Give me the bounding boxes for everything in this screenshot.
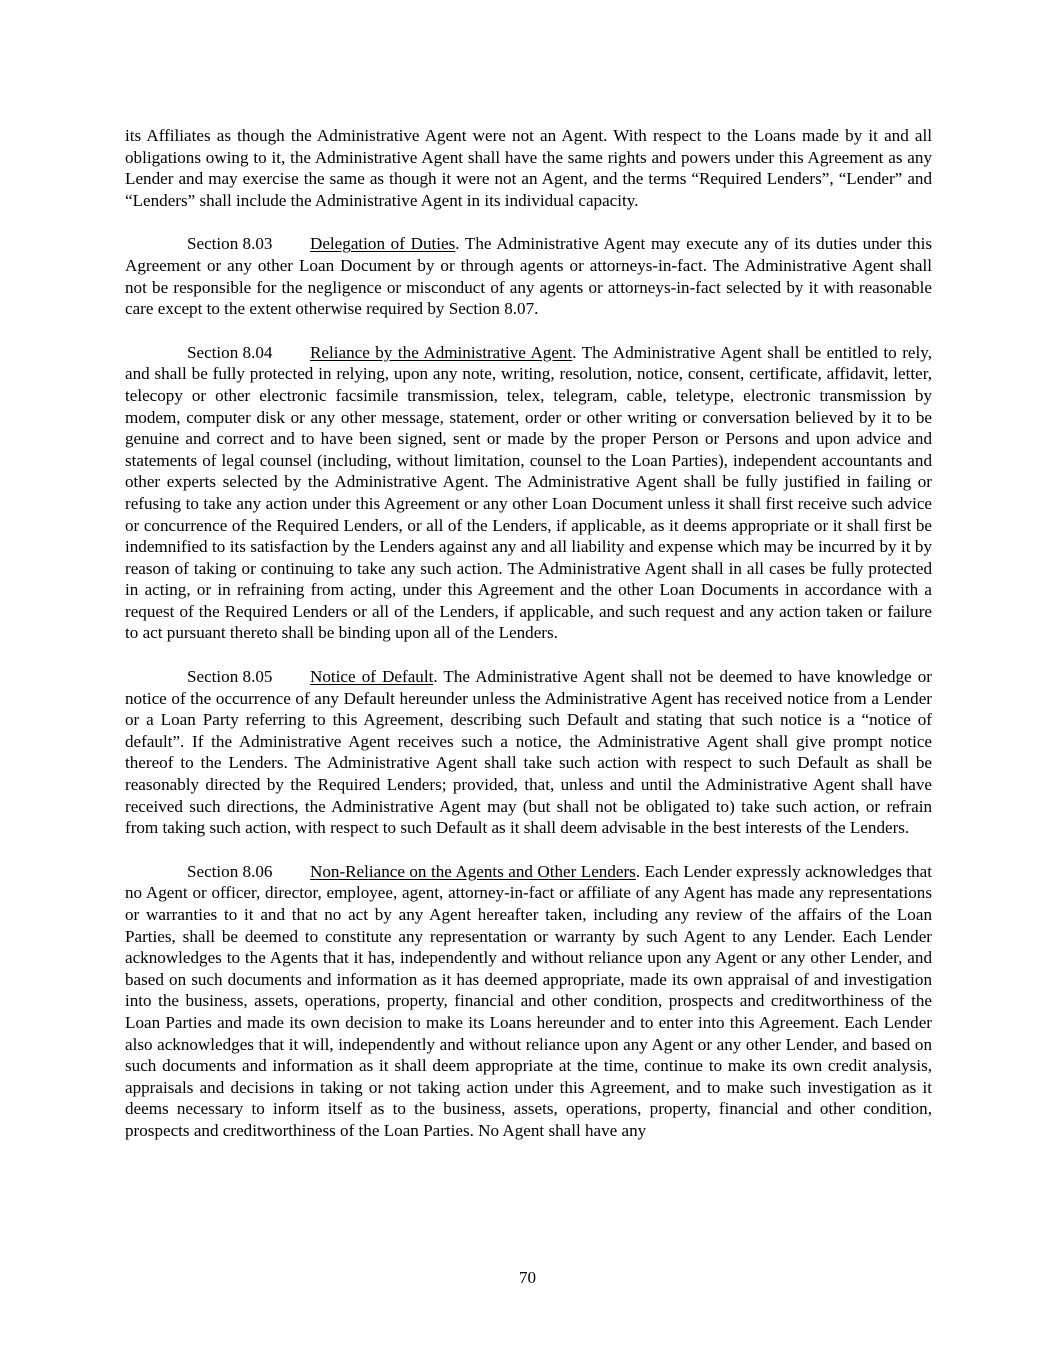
section-8-03 bbox=[125, 233, 932, 319]
page-number: 70 bbox=[518, 1268, 537, 1287]
section-title: Non-Reliance on the Agents and Other Lenders bbox=[310, 861, 636, 881]
section-number: Section 8.03 bbox=[187, 234, 273, 254]
section-body: . The Administrative Agent shall not be deemed to have knowledge or notice of the occurrence of any Default hereunder unless the Administrative Agent has received notice from a Lender or a Loan Party referring to this Agreement, describing such Default and stating that such notice is a “notice of default”. If the Administrative Agent receives such a notice, the Administrative Agent shall give prompt notice thereof to the Lenders. The Administrative Agent shall take such action with respect to such Default as shall be reasonably directed by the Required Lenders; provided, that, unless and until the Administrative Agent shall have received such directions, the Administrative Agent may (but shall not be obligated to) take such action, or refrain from taking such action, with respect to such Default as it shall deem advisable in the best interests of the Lenders. bbox=[125, 667, 932, 838]
section-body: . Each Lender expressly acknowledges that no Agent or officer, director, employee, agent, attorney-in-fact or affiliate of any Agent has made any representations or warranties to it and that no act by any Agent hereafter taken, including any review of the affairs of the Loan Parties, shall be deemed to constitute any representation or warranty by such Agent to any Lender. Each Lender acknowledges to the Agents that it has, independently and without reliance upon any Agent or any other Lender, and based on such documents and information as it has deemed appropriate, made its own appraisal of and investigation into the business, assets, operations, property, financial and other condition, prospects and creditworthiness of the Loan Parties and made its own decision to make its Loans hereunder and to enter into this Agreement. Each Lender also acknowledges that it will, independently and without reliance upon any Agent or any other Lender, and based on such documents and information as it shall deem appropriate at the time, continue to make its own credit analysis, appraisals and decisions in taking or not taking action under this Agreement, and to make such investigation as it deems necessary to inform itself as to the business, assets, operations, property, financial and other condition, prospects and creditworthiness of the Loan Parties. No Agent shall have any bbox=[125, 861, 932, 1140]
section-number: Section 8.04 bbox=[187, 342, 273, 362]
continuation-paragraph: its Affiliates as though the Administrative Agent were not an Agent. With respect to the Loans made by it and all obligations owing to it, the Administrative Agent shall have the same rights and powers under this Agreement as any Lender and may exercise the same as though it were not an Agent, and the terms “Required Lenders”, “Lender” and “Lenders” shall include the Administrative Agent in its individual capacity. bbox=[125, 126, 932, 210]
section-8-05 bbox=[125, 666, 932, 839]
section-number: Section 8.06 bbox=[187, 861, 273, 881]
section-8-06 bbox=[125, 861, 932, 1142]
document-page bbox=[125, 125, 932, 1164]
section-number: Section 8.05 bbox=[187, 667, 273, 687]
section-title: Reliance by the Administrative Agent bbox=[310, 342, 573, 362]
section-body: . The Administrative Agent shall be entitled to rely, and shall be fully protected in relying, upon any note, writing, resolution, notice, consent, certificate, affidavit, letter, telecopy or other electronic facsimile transmission, telex, telegram, cable, teletype, electronic transmission by modem, computer disk or any other message, statement, order or other writing or conversation believed by it to be genuine and correct and to have been signed, sent or made by the proper Person or Persons and upon advice and statements of legal counsel (including, without limitation, counsel to the Loan Parties), independent accountants and other experts selected by the Administrative Agent. The Administrative Agent shall be fully justified in failing or refusing to take any action under this Agreement or any other Loan Document unless it shall first receive such advice or concurrence of the Required Lenders, or all of the Lenders, if applicable, as it deems appropriate or it shall first be indemnified to its satisfaction by the Lenders against any and all liability and expense which may be incurred by it by reason of taking or continuing to take any such action. The Administrative Agent shall in all cases be fully protected in acting, or in refraining from acting, under this Agreement and the other Loan Documents in accordance with a request of the Required Lenders or all of the Lenders, if applicable, and such request and any action taken or failure to act pursuant thereto shall be binding upon all of the Lenders. bbox=[125, 342, 932, 643]
section-title: Notice of Default bbox=[310, 667, 434, 687]
section-8-04 bbox=[125, 342, 932, 644]
section-body: . The Administrative Agent may execute any of its duties under this Agreement or any other Loan Document by or through agents or attorneys-in-fact. The Administrative Agent shall not be responsible for the negligence or misconduct of any agents or attorneys-in-fact selected by it with reasonable care except to the extent otherwise required by Section 8.07. bbox=[125, 234, 932, 319]
section-title: Delegation of Duties bbox=[310, 234, 456, 254]
